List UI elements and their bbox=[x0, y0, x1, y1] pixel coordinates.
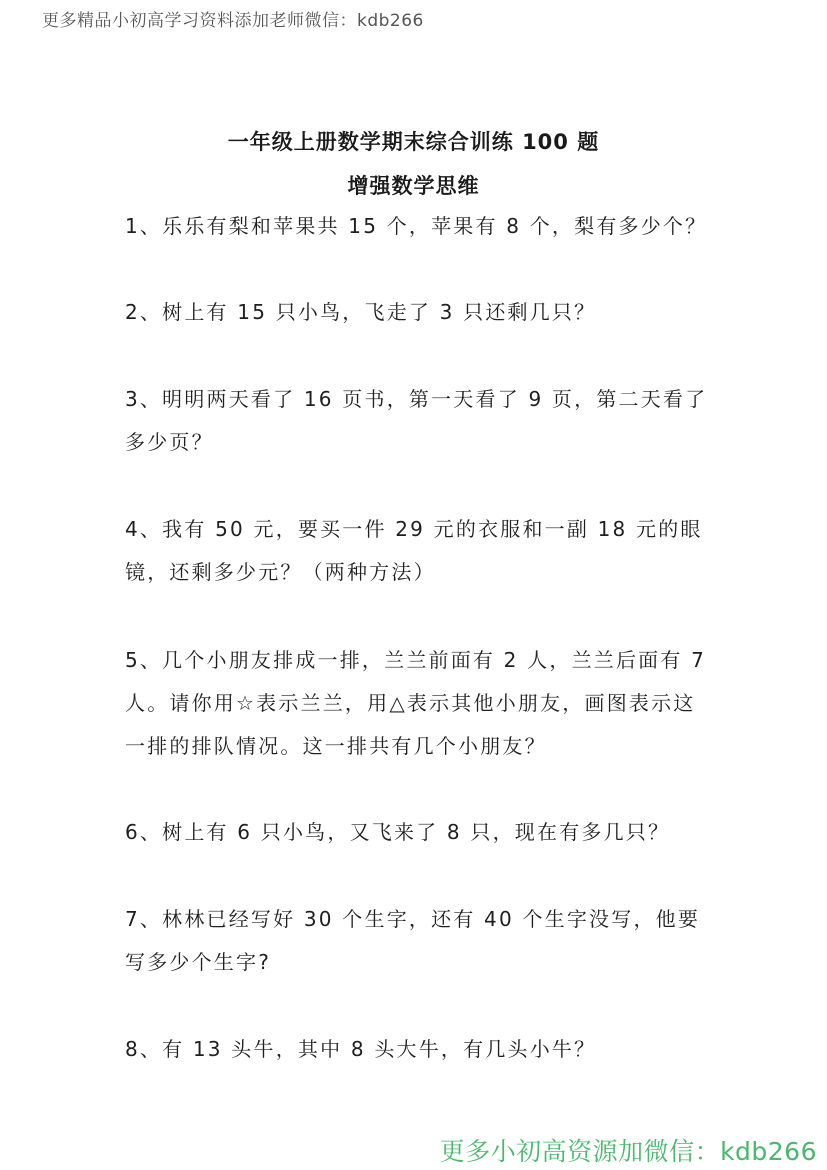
question-1: 1、乐乐有梨和苹果共 15 个，苹果有 8 个，梨有多少个？ bbox=[125, 214, 708, 238]
question-6: 6、树上有 6 只小鸟，又飞来了 8 只，现在有多几只？ bbox=[125, 820, 671, 844]
page-subtitle: 增强数学思维 bbox=[347, 174, 480, 198]
question-4: 4、我有 50 元，要买一件 29 元的衣服和一副 18 元的眼镜，还剩多少元？（两种方法） bbox=[125, 517, 703, 584]
footer-watermark-text: 更多小初高资源加微信：kdb266 bbox=[439, 1137, 817, 1166]
page-title: 一年级上册数学期末综合训练 100 题 bbox=[227, 130, 600, 154]
question-8: 8、有 13 头牛，其中 8 头大牛，有几头小牛？ bbox=[125, 1037, 597, 1061]
question-5: 5、几个小朋友排成一排，兰兰前面有 2 人，兰兰后面有 7 人。请你用☆表示兰兰，用△表示其他小朋友，画图表示这一排的排队情况。这一排共有几个小朋友？ bbox=[125, 648, 707, 758]
question-7: 7、林林已经写好 30 个生字，还有 40 个生字没写，他要写多少个生字? bbox=[125, 907, 701, 974]
question-3: 3、明明两天看了 16 页书，第一天看了 9 页，第二天看了多少页？ bbox=[125, 387, 708, 454]
question-2: 2、树上有 15 只小鸟，飞走了 3 只还剩几只？ bbox=[125, 300, 597, 324]
header-watermark-text: 更多精品小初高学习资料添加老师微信：kdb266 bbox=[42, 11, 424, 31]
